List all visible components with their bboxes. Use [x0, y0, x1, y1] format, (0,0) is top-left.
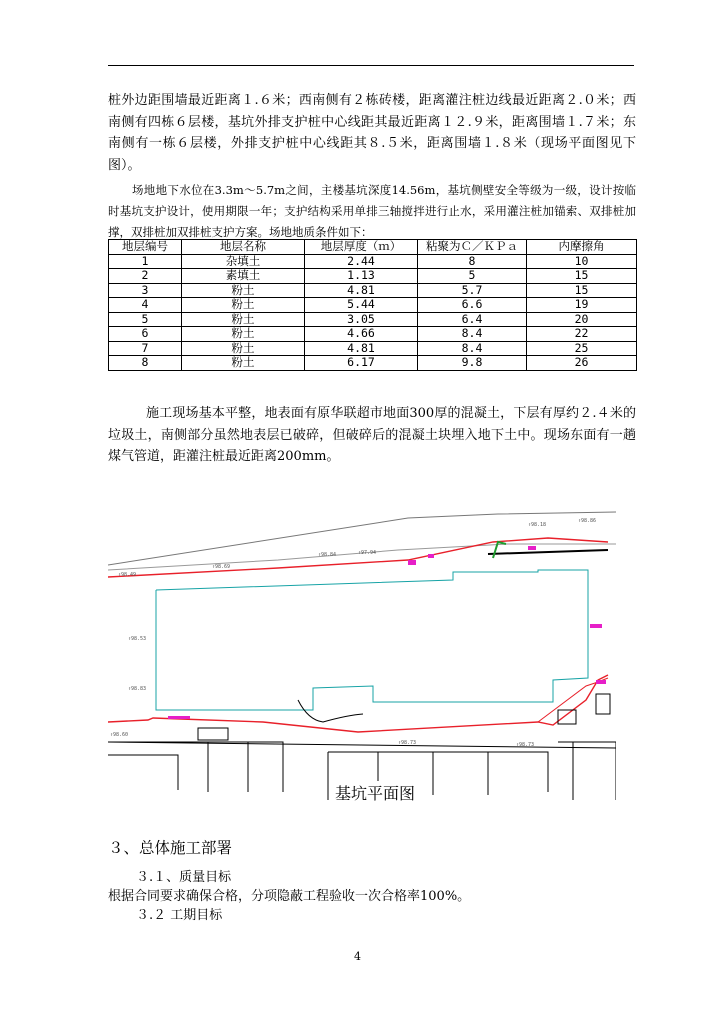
- cell-cohesion: 8: [418, 254, 527, 269]
- survey-marker: [428, 554, 434, 558]
- table-row: [109, 312, 637, 327]
- elevation-label: ↑98.18: [528, 522, 547, 528]
- cell-thickness: 2.44: [305, 254, 418, 269]
- site-conditions-paragraph: 场地地下水位在3.3m～5.7m之间，主楼基坑深度14.56m，基坑侧壁安全等级为一级，设计按临时基坑支护设计，使用期限一年；支护结构采用单排三轴搅拌进行止水，采用灌注桩加锚索、双排桩加撑，双排桩加双排桩支护方案。场地地质条件如下：: [108, 183, 636, 239]
- elevation-label: ↑98.53: [128, 636, 147, 642]
- soil-table: [108, 239, 637, 371]
- cell-thickness: 4.66: [305, 327, 418, 342]
- cell-angle: 15: [527, 283, 637, 298]
- header-layer-no: 地层编号: [109, 240, 182, 255]
- cell-angle: 19: [527, 298, 637, 313]
- elevation-label: ↑98.86: [578, 518, 597, 524]
- header-thickness: 地层厚度（ｍ）: [305, 240, 418, 255]
- table-row: [109, 298, 637, 313]
- elevation-label: ↑98.84: [318, 552, 337, 558]
- cell-thickness: 4.81: [305, 341, 418, 356]
- enclosure-wall-red-east: [538, 678, 608, 722]
- cell-cohesion: 5: [418, 269, 527, 284]
- cell-cohesion: 8.4: [418, 341, 527, 356]
- cell-angle: 25: [527, 341, 637, 356]
- cell-angle: 15: [527, 269, 637, 284]
- cell-no: 1: [109, 254, 182, 269]
- pipeline-curve: [298, 700, 363, 722]
- table-row: [109, 356, 637, 371]
- header-layer-name: 地层名称: [182, 240, 305, 255]
- cell-no: 2: [109, 269, 182, 284]
- survey-marker: [408, 560, 416, 565]
- enclosure-wall-red-south: [108, 675, 608, 732]
- pit-outline: [156, 570, 588, 710]
- section-heading: ３、总体施工部署: [108, 839, 233, 857]
- elevation-label: ↑98.69: [212, 564, 231, 570]
- schedule-goal-heading: ３.２ 工期目标: [136, 908, 223, 923]
- cell-no: 8: [109, 356, 182, 371]
- cell-name: 杂填土: [182, 254, 305, 269]
- building-outline: [558, 742, 616, 800]
- table-row: [109, 341, 637, 356]
- structure-box: [198, 728, 228, 740]
- intro-paragraph: 桩外边距围墙最近距离１.６米；西南侧有２栋砖楼，距离灌注桩边线最近距离２.０米；西南侧有四栋６层楼，基坑外排支护桩中心线距其最近距离１２.９米，距离围墙１.７米；东南侧有一栋６层楼，外排支护桩中心线距其８.５米，距离围墙１.８米（现场平面图见下图）。: [108, 93, 636, 173]
- cell-thickness: 3.05: [305, 312, 418, 327]
- cell-name: 粉土: [182, 298, 305, 313]
- site-boundary-line: [108, 544, 616, 570]
- cell-cohesion: 8.4: [418, 327, 527, 342]
- page-number: 4: [354, 950, 361, 963]
- structure-box: [558, 710, 576, 724]
- survey-marker: [590, 624, 602, 628]
- pile-line: [488, 550, 608, 554]
- ground-line: [108, 742, 616, 748]
- cell-cohesion: 9.8: [418, 356, 527, 371]
- header-rule: [108, 65, 634, 66]
- quality-goal-heading: ３.１、质量目标: [136, 870, 232, 885]
- cell-no: 4: [109, 298, 182, 313]
- cell-thickness: 4.81: [305, 283, 418, 298]
- cell-no: 6: [109, 327, 182, 342]
- table-row: [109, 254, 637, 269]
- elevation-label: ↑98.73: [516, 742, 535, 748]
- cell-no: 5: [109, 312, 182, 327]
- figure-caption: 基坑平面图: [333, 781, 417, 804]
- cell-angle: 20: [527, 312, 637, 327]
- cell-name: 粉土: [182, 356, 305, 371]
- elevation-label: ↑98.73: [398, 740, 417, 746]
- quality-goal-text: 根据合同要求确保合格，分项隐蔽工程验收一次合格率100%。: [108, 889, 471, 904]
- cell-name: 素填土: [182, 269, 305, 284]
- cell-name: 粉土: [182, 327, 305, 342]
- cell-no: 7: [109, 341, 182, 356]
- construction-paragraph: 施工现场基本平整，地表面有原华联超市地面300厚的混凝土，下层有厚约２.４米的垃圾土，南侧部分虽然地表层已破碎，但破碎后的混凝土块埋入地下土中。现场东面有一趟煤气管道，距灌注桩最近距离200mm。: [108, 406, 636, 464]
- cell-cohesion: 5.7: [418, 283, 527, 298]
- pit-site-plan-drawing: [108, 510, 616, 800]
- table-header-row: [109, 240, 637, 255]
- building-outline: [108, 742, 283, 792]
- survey-marker: [596, 680, 606, 684]
- cell-thickness: 1.13: [305, 269, 418, 284]
- cell-thickness: 6.17: [305, 356, 418, 371]
- cell-name: 粉土: [182, 341, 305, 356]
- cell-name: 粉土: [182, 283, 305, 298]
- structure-box: [596, 694, 610, 714]
- header-cohesion: 粘聚为Ｃ／ＫＰａ: [418, 240, 527, 255]
- table-row: [109, 269, 637, 284]
- cell-angle: 22: [527, 327, 637, 342]
- elevation-label: ↑98.83: [128, 686, 147, 692]
- table-row: [109, 327, 637, 342]
- cell-thickness: 5.44: [305, 298, 418, 313]
- cell-angle: 26: [527, 356, 637, 371]
- elevation-label: ↑97.94: [358, 550, 377, 556]
- cell-cohesion: 6.4: [418, 312, 527, 327]
- survey-marker: [168, 716, 190, 719]
- survey-marker-group: [168, 546, 606, 719]
- survey-marker: [528, 546, 536, 550]
- header-friction-angle: 内摩擦角: [527, 240, 637, 255]
- cell-name: 粉土: [182, 312, 305, 327]
- elevation-label: ↑98.49: [118, 572, 137, 578]
- cell-no: 3: [109, 283, 182, 298]
- table-row: [109, 283, 637, 298]
- elevation-label: ↑98.60: [110, 732, 129, 738]
- cell-cohesion: 6.6: [418, 298, 527, 313]
- cell-angle: 10: [527, 254, 637, 269]
